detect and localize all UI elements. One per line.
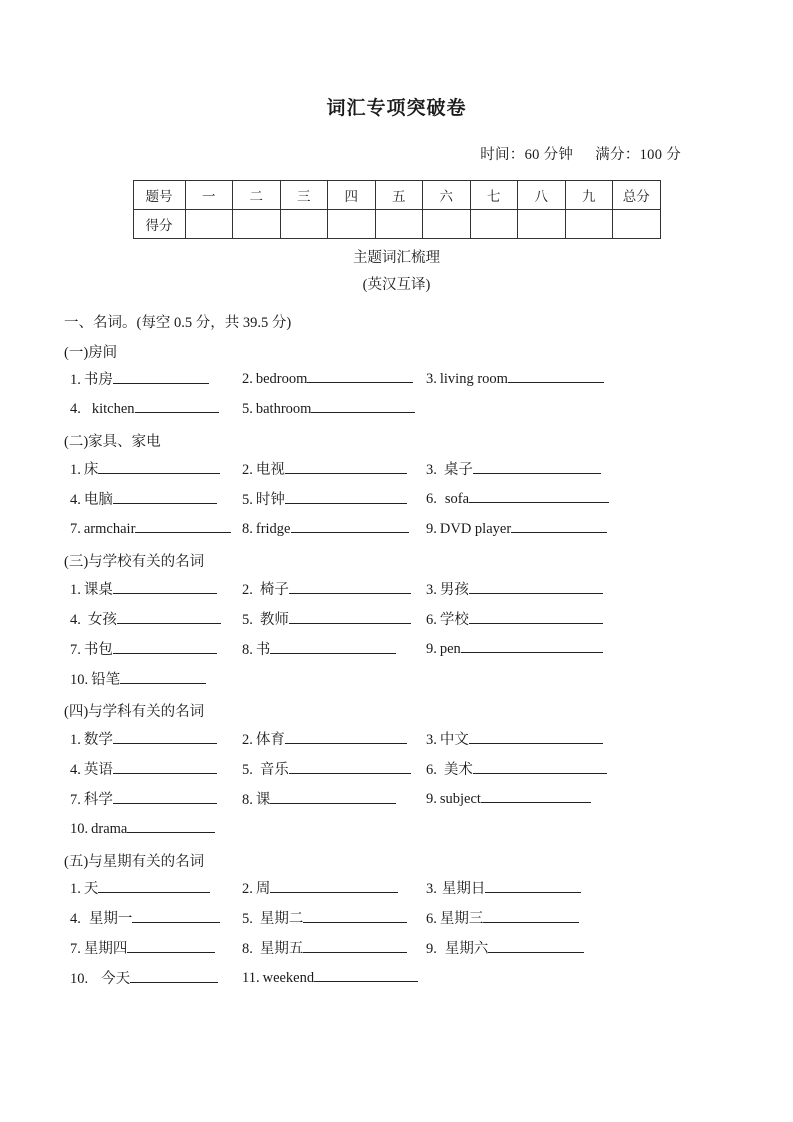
item-number: 11. (242, 970, 260, 987)
score-table-score-cell[interactable] (470, 209, 518, 238)
score-table-col-header: 七 (470, 180, 518, 209)
item-number: 5. (242, 492, 253, 509)
answer-blank[interactable] (113, 639, 217, 654)
vocabulary-row (64, 604, 729, 634)
vocabulary-item (242, 877, 398, 898)
item-number: 8. (242, 641, 253, 658)
score-table-score-cell[interactable] (518, 209, 566, 238)
score-table-score-cell[interactable] (613, 209, 661, 238)
item-term: armchair (83, 521, 136, 538)
vocabulary-item (242, 638, 396, 659)
item-term: weekend (262, 970, 315, 987)
item-term: 今天 (101, 971, 131, 988)
vocabulary-item (70, 578, 217, 599)
item-number: 10. (70, 971, 89, 988)
item-number: 1. (70, 881, 81, 898)
item-term: 音乐 (259, 761, 289, 778)
answer-blank[interactable] (285, 489, 407, 504)
score-table-col-header: 总分 (613, 180, 661, 209)
vocabulary-item (242, 728, 407, 749)
answer-blank[interactable] (481, 788, 591, 803)
item-term: 时钟 (255, 492, 285, 509)
score-table-score-cell[interactable] (423, 209, 471, 238)
item-number: 7. (70, 791, 81, 808)
item-term: 星期三 (439, 911, 484, 928)
vocabulary-item (242, 368, 413, 388)
item-number: 9. (426, 521, 437, 538)
vocabulary-row (64, 814, 729, 844)
item-number: 8. (242, 941, 253, 958)
section-subtitle-main: 主题词汇梳理 (353, 249, 440, 266)
item-term: 桌子 (443, 462, 473, 479)
vocabulary-item (426, 368, 604, 388)
answer-blank[interactable] (461, 638, 603, 653)
item-number: 6. (426, 611, 437, 628)
vocabulary-row (64, 754, 729, 784)
group-heading: (三)与学校有关的名词 (64, 554, 205, 571)
item-term: 星期四 (83, 941, 128, 958)
score-table-score-cell[interactable] (375, 209, 423, 238)
item-number: 4. (70, 611, 81, 628)
item-number: 1. (70, 731, 81, 748)
score-table-row-label-score: 得分 (133, 209, 185, 238)
answer-blank[interactable] (307, 368, 413, 383)
score-table-row-label-question: 题号 (133, 180, 185, 209)
item-number: 9. (426, 790, 437, 807)
item-term: 书 (255, 641, 271, 658)
item-term: 星期二 (259, 911, 304, 928)
item-term: 星期六 (444, 941, 489, 958)
item-term: drama (91, 820, 128, 837)
vocabulary-item (426, 638, 603, 658)
vocabulary-row (64, 933, 729, 963)
answer-blank[interactable] (113, 759, 217, 774)
vocabulary-item (70, 668, 206, 689)
item-number: 5. (242, 911, 253, 928)
score-table (133, 180, 661, 239)
item-number: 7. (70, 641, 81, 658)
score-table-col-header: 九 (565, 180, 613, 209)
vocabulary-item (426, 877, 581, 898)
item-term: pen (439, 640, 461, 657)
vocabulary-item (426, 788, 591, 808)
answer-blank[interactable] (473, 759, 607, 774)
answer-blank[interactable] (314, 967, 418, 982)
vocabulary-item (242, 907, 407, 928)
vocabulary-item (426, 488, 609, 508)
vocabulary-item (70, 818, 215, 838)
answer-blank[interactable] (303, 908, 407, 923)
vocabulary-item (70, 458, 220, 479)
item-term: 铅笔 (91, 671, 121, 688)
vocabulary-item (242, 398, 415, 418)
item-term: 科学 (83, 791, 113, 808)
section-subtitle-sub: (英汉互译) (362, 276, 431, 293)
vocabulary-item (426, 728, 603, 749)
answer-blank[interactable] (132, 908, 220, 923)
answer-blank[interactable] (135, 398, 219, 413)
item-number: 5. (242, 611, 253, 628)
item-term: 天 (83, 881, 99, 898)
item-term: 电视 (255, 462, 285, 479)
score-table-score-cell[interactable] (328, 209, 376, 238)
item-term: 电脑 (83, 492, 113, 509)
item-term: 男孩 (439, 581, 469, 598)
answer-blank[interactable] (270, 639, 396, 654)
item-number: 1. (70, 581, 81, 598)
item-number: 3. (426, 881, 437, 898)
score-table-col-header: 五 (375, 180, 423, 209)
vocabulary-item (70, 368, 209, 389)
vocabulary-item (426, 458, 601, 479)
item-number: 2. (242, 881, 253, 898)
answer-blank[interactable] (285, 729, 407, 744)
item-term: 课 (255, 791, 271, 808)
item-term: 体育 (255, 731, 285, 748)
item-number: 10. (70, 671, 89, 688)
vocabulary-item (70, 758, 217, 779)
answer-blank[interactable] (98, 459, 220, 474)
item-term: living room (439, 371, 508, 388)
item-number: 4. (70, 911, 81, 928)
vocabulary-item (70, 398, 219, 418)
vocabulary-row (64, 394, 729, 424)
answer-blank[interactable] (469, 579, 603, 594)
item-term: 教师 (259, 611, 289, 628)
score-table-score-cell[interactable] (565, 209, 613, 238)
exam-section (64, 296, 729, 994)
vocabulary-item (242, 608, 411, 629)
answer-blank[interactable] (311, 398, 415, 413)
item-number: 3. (426, 731, 437, 748)
vocabulary-item (70, 728, 217, 749)
item-term: bathroom (255, 401, 312, 418)
item-number: 3. (426, 371, 437, 388)
vocabulary-item (242, 578, 411, 599)
vocabulary-item (242, 758, 411, 779)
vocabulary-item (242, 937, 407, 958)
item-number: 4. (70, 492, 81, 509)
item-term: sofa (444, 491, 470, 508)
item-number: 10. (70, 820, 89, 837)
group-heading: (五)与星期有关的名词 (64, 853, 205, 870)
answer-blank[interactable] (289, 579, 411, 594)
score-table-col-header: 六 (423, 180, 471, 209)
item-term: DVD player (439, 521, 512, 538)
item-number: 1. (70, 372, 81, 389)
answer-blank[interactable] (289, 759, 411, 774)
answer-blank[interactable] (485, 878, 581, 893)
vocabulary-item (426, 907, 579, 928)
item-term: 数学 (83, 731, 113, 748)
vocabulary-row (64, 454, 729, 484)
vocabulary-row (64, 903, 729, 933)
answer-blank[interactable] (98, 878, 210, 893)
item-number: 2. (242, 581, 253, 598)
item-number: 3. (426, 462, 437, 479)
exam-time-label: 时间：60 分钟 (480, 146, 574, 163)
item-term: 女孩 (87, 611, 117, 628)
vocabulary-item (242, 518, 409, 538)
vocabulary-item (242, 488, 407, 509)
vocabulary-item (70, 788, 217, 809)
item-term: 星期五 (259, 941, 304, 958)
sections-container (64, 296, 729, 994)
item-number: 3. (426, 581, 437, 598)
answer-blank[interactable] (113, 369, 209, 384)
answer-blank[interactable] (291, 518, 409, 533)
item-term: 书房 (83, 372, 113, 389)
item-term: 美术 (443, 761, 473, 778)
vocabulary-item (70, 488, 217, 509)
exam-meta (64, 121, 729, 164)
page-title: 词汇专项突破卷 (326, 98, 467, 119)
answer-blank[interactable] (488, 938, 584, 953)
vocabulary-item (426, 758, 607, 779)
answer-blank[interactable] (120, 669, 206, 684)
item-term: 书包 (83, 641, 113, 658)
vocabulary-item (70, 937, 215, 958)
answer-blank[interactable] (113, 729, 217, 744)
answer-blank[interactable] (113, 489, 217, 504)
answer-blank[interactable] (511, 518, 607, 533)
answer-blank[interactable] (469, 609, 603, 624)
item-number: 5. (242, 401, 253, 418)
vocabulary-item (426, 608, 603, 629)
vocabulary-row (64, 484, 729, 514)
answer-blank[interactable] (113, 579, 217, 594)
vocabulary-row (64, 724, 729, 754)
answer-blank[interactable] (469, 729, 603, 744)
answer-blank[interactable] (473, 459, 601, 474)
vocabulary-item (242, 788, 396, 809)
score-table-body (133, 180, 660, 238)
answer-blank[interactable] (285, 459, 407, 474)
answer-blank[interactable] (303, 938, 407, 953)
group-heading: (二)家具、家电 (64, 434, 161, 451)
vocabulary-item (70, 967, 218, 988)
item-term: 椅子 (259, 581, 289, 598)
item-number: 6. (426, 761, 437, 778)
answer-blank[interactable] (113, 789, 217, 804)
score-table-score-row (133, 209, 660, 238)
vocabulary-row (64, 784, 729, 814)
item-number: 1. (70, 462, 81, 479)
item-term: bedroom (255, 371, 308, 388)
answer-blank[interactable] (483, 908, 579, 923)
vocabulary-row (64, 514, 729, 544)
answer-blank[interactable] (135, 518, 231, 533)
item-term: 学校 (439, 611, 469, 628)
item-number: 8. (242, 521, 253, 538)
vocabulary-item (242, 458, 407, 479)
exam-total-score-label: 满分：100 分 (595, 146, 681, 163)
answer-blank[interactable] (270, 789, 396, 804)
vocabulary-item (70, 518, 231, 538)
item-term: 英语 (83, 761, 113, 778)
item-term: 星期一 (88, 911, 133, 928)
score-table-score-cell[interactable] (233, 209, 281, 238)
answer-blank[interactable] (289, 609, 411, 624)
item-term: 周 (255, 881, 271, 898)
vocabulary-item (426, 578, 603, 599)
answer-blank[interactable] (127, 818, 215, 833)
score-table-score-cell[interactable] (185, 209, 233, 238)
vocabulary-item (70, 608, 221, 629)
answer-blank[interactable] (127, 938, 215, 953)
vocabulary-item (242, 967, 418, 987)
item-term: 床 (83, 462, 99, 479)
score-table-score-cell[interactable] (280, 209, 328, 238)
item-number: 6. (426, 911, 437, 928)
item-number: 9. (426, 640, 437, 657)
vocabulary-item (70, 638, 217, 659)
item-term: 星期日 (441, 881, 486, 898)
item-term: fridge (255, 521, 291, 538)
item-number: 2. (242, 371, 253, 388)
vocabulary-row (64, 364, 729, 394)
item-number: 4. (70, 401, 81, 418)
item-number: 2. (242, 462, 253, 479)
vocabulary-item (70, 877, 210, 898)
answer-blank[interactable] (270, 878, 398, 893)
item-number: 8. (242, 791, 253, 808)
item-number: 4. (70, 761, 81, 778)
item-number: 5. (242, 761, 253, 778)
answer-blank[interactable] (508, 368, 604, 383)
item-term: 中文 (439, 731, 469, 748)
item-term: subject (439, 790, 481, 807)
item-number: 7. (70, 941, 81, 958)
vocabulary-row (64, 574, 729, 604)
vocabulary-row (64, 664, 729, 694)
score-table-col-header: 三 (280, 180, 328, 209)
section-heading: 一、名词。(每空 0.5 分，共 39.5 分) (64, 314, 292, 331)
vocabulary-item (426, 518, 607, 538)
score-table-col-header: 四 (328, 180, 376, 209)
score-table-col-header: 八 (518, 180, 566, 209)
item-number: 9. (426, 941, 437, 958)
group-heading: (四)与学科有关的名词 (64, 703, 205, 720)
vocabulary-item (70, 907, 220, 928)
score-table-header-row (133, 180, 660, 209)
item-number: 7. (70, 521, 81, 538)
group-heading: (一)房间 (64, 344, 118, 361)
vocabulary-row (64, 873, 729, 903)
score-table-col-header: 一 (185, 180, 233, 209)
vocabulary-row (64, 634, 729, 664)
score-table-wrapper (64, 180, 729, 239)
score-table-col-header: 二 (233, 180, 281, 209)
answer-blank[interactable] (469, 488, 609, 503)
item-term: 课桌 (83, 581, 113, 598)
vocabulary-item (426, 937, 584, 958)
item-term: kitchen (91, 401, 135, 418)
item-number: 6. (426, 491, 437, 508)
answer-blank[interactable] (130, 968, 218, 983)
answer-blank[interactable] (117, 609, 221, 624)
item-number: 2. (242, 731, 253, 748)
vocabulary-row (64, 963, 729, 993)
